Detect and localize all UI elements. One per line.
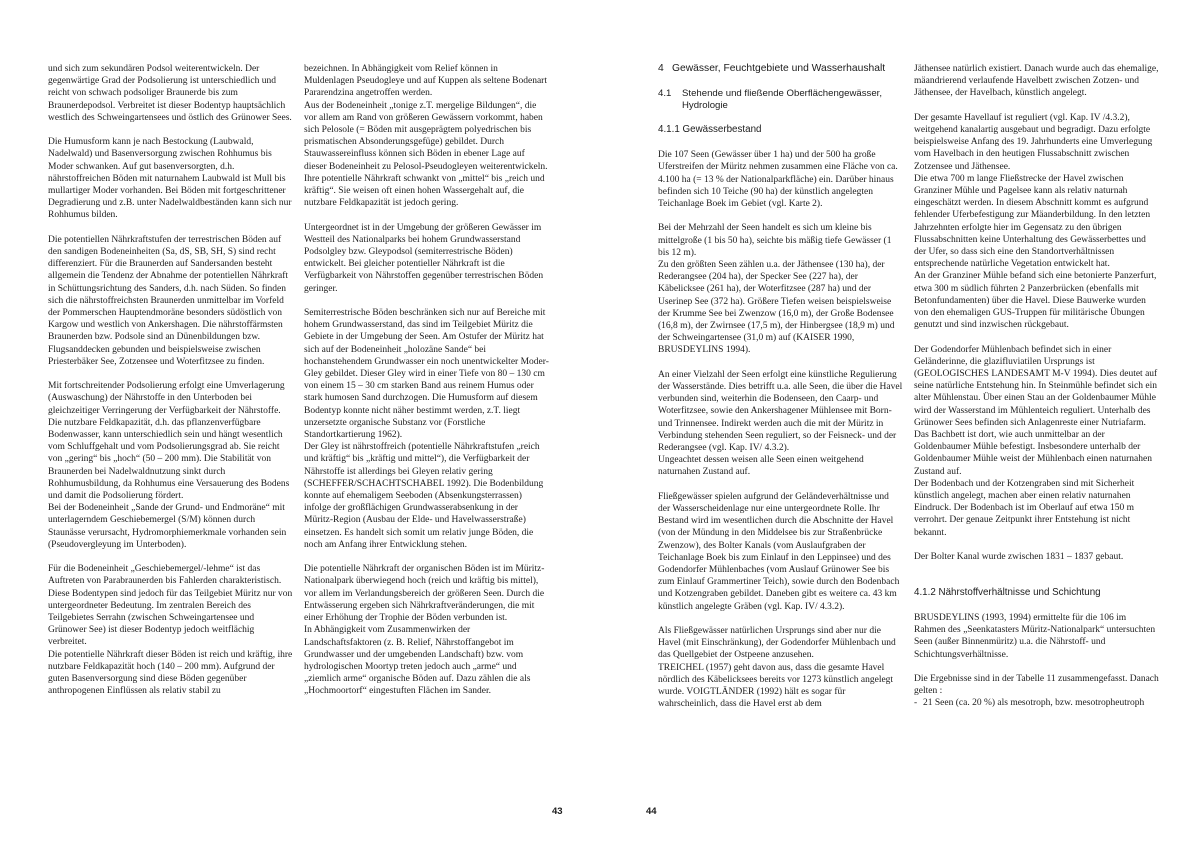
paragraph: Semiterrestrische Böden beschränken sich nur auf Bereiche mit hohem Grundwasserstand, das sind im Teilgebiet Müritz die Gebiete in der Umgebung der Seen. Am Ostufer der Müritz hat sich auf der Bodeneinheit „holozäne Sande“ bei hochanstehendem Grundwasser ein noch unentwickelter Moder-Gley gebildet. Dieser Gley wird in einer Tiefe von 80 – 130 cm von einem 15 – 30 cm starken Band aus reinem Humus oder stark humosen Sand durchzogen. Die Humusform auf diesem Bodentyp konnte nicht näher bestimmt werden, z.T. liegt unzersetzte organische Substanz vor (Forstliche Standortkartierung 1962). (304, 308, 549, 441)
paragraph: Der Godendorfer Mühlenbach befindet sich in einer Geländerinne, die glazifluviatilen Ursprungs ist (GEOLOGISCHES LANDESAMT M-V 1994). Dies deutet auf seine natürliche Entstehung hin. In Steinmühle befindet sich ein alter Mühlenstau. Über einen Stau an der Goldenbaumer Mühle wird der Wasserstand im Mühlenteich reguliert. Unterhalb des Grünower Sees befinden sich Anlagenreste einer Nutriafarm. Das Bachbett ist dort, wie auch unmittelbar an der Goldenbaumer Mühle befestigt. Insbesondere unterhalb der Goldenbaumer Mühle weist der Mühlenbach einen naturnahen Zustand auf. (914, 344, 1158, 477)
paragraph: Die etwa 700 m lange Fließstrecke der Havel zwischen Granziner Mühle und Pagelsee kann als relativ naturnah eingeschätzt werden. In diesem Abschnitt kommt es aufgrund fehlender Uferbefestigung zur Mäanderbildung. In den letzten Jahrzehnten erfolgte hier im Gegensatz zu den übrigen Flussabschnitten keine Unterhaltung des Gewässerbettes und der Ufer, so dass sich eine den Standortverhältnissen entsprechende natürliche Vegetation entwickelt hat. (914, 173, 1151, 270)
paragraph: Der Bolter Kanal wurde zwischen 1831 – 1837 gebaut. (914, 552, 1124, 563)
page-number: 43 (552, 806, 563, 817)
chapter-title: Gewässer, Feuchtgebiete und Wasserhaushalt (672, 63, 886, 74)
paragraph: Aus der Bodeneinheit „tonige z.T. mergelige Bildungen“, die vor allem am Rand von größeren Gewässern vorkommt, haben sich Pelosole (= Böden mit ausgeprägtem polyedrischen bis prismatischen Absonderungsgefüge) gebildet. Durch Stauwassereinfluss können sich Böden in ebener Lage auf dieser Bodeneinheit zu Pelosol-Pseudogleyen weiterentwickeln. Ihre potentielle Nährkraft schwankt von „mittel“ bis „reich und kräftig“. Sie weisen oft einen hohen Wassergehalt auf, die nutzbare Feldkapazität ist jedoch gering. (304, 100, 548, 209)
page-44-column-1 (658, 63, 903, 710)
paragraph: bezeichnen. In Abhängigkeit vom Relief können in Muldenlagen Pseudogleye und auf Kuppen als seltene Bodenart Pararendzina angetroffen werden. (304, 64, 547, 99)
paragraph: Die potentielle Nährkraft der organischen Böden ist im Müritz-Nationalpark überwiegend hoch (reich und kräftig bis mittel), vor allem im Verlandungsbereich der größeren Seen. Durch die Entwässerung ergeben sich Nährkraftveränderungen, die mit einer Erhöhung der Trophie der Böden verbunden ist. (304, 564, 545, 624)
page-number: 44 (646, 806, 657, 817)
list-item-text: 21 Seen (ca. 20 %) als mesotroph, bzw. mesotropheutroph (923, 698, 1145, 709)
paragraph: Fließgewässer spielen aufgrund der Geländeverhältnisse und der Wasserscheidenlage nur eine untergeordnete Rolle. Ihr Bestand wird im wesentlichen durch die Abschnitte der Havel (von der Mündung in den Middelsee bis zur Straßenbrücke Zwenzow), des Bolter Kanals (vom Auslaufgraben der Teichanlage Boek bis zum Einlauf in den Leppinsee) und des Godendorfer Mühlenbaches (vom Auslauf Grünower See bis zum Einlauf Grammertiner Teich), sowie durch den Bodenbach und Kotzengraben gebildet. Daneben gibt es weitere ca. 43 km künstlich angelegte Gräben (vgl. Kap. IV/ 4.3.2). (658, 491, 900, 612)
paragraph: Die potentielle Nährkraft dieser Böden ist reich und kräftig, ihre nutzbare Feldkapazität hoch (140 – 200 mm). Aufgrund der guten Basenversorgung sind diese Böden gegenüber anthropogenen Einflüssen als relativ stabil zu (48, 649, 293, 697)
paragraph: Bei der Mehrzahl der Seen handelt es sich um kleine bis mittelgroße (1 bis 50 ha), seichte bis mäßig tiefe Gewässer (1 bis 12 m). (658, 223, 892, 258)
paragraph: Mit fortschreitender Podsolierung erfolgt eine Umverlagerung (Auswaschung) der Nährstoffe in den Unterboden bei gleichzeitiger Verringerung der Verfügbarkeit der Nährstoffe. Die nutzbare Feldkapazität, d.h. das pflanzenverfügbare Bodenwasser, kann unterschiedlich sein und hängt wesentlich vom Schluffgehalt und vom Podsolierungsgrad ab. Sie reicht von „gering“ bis „hoch“ (50 – 200 mm). Die Stabilität von Braunerden bei Nadelwaldnutzung sinkt durch Rohhumusbildung, da Rohhumus eine Versauerung des Bodens und damit die Podsolierung fördert. (48, 381, 290, 502)
section-heading (658, 88, 903, 112)
list-dash: - (914, 698, 918, 709)
paragraph: Die 107 Seen (Gewässer über 1 ha) und der 500 ha große Uferstreifen der Müritz nehmen zusammen eine Fläche von ca. 4.100 ha (= 13 % der Nationalparkfläche) ein. Darüber hinaus befinden sich 10 Teiche (90 ha) der künstlich angelegten Teichanlage Boek im Gebiet (vgl. Karte 2). (658, 150, 898, 209)
page-43-column-2 (304, 63, 549, 698)
paragraph: An der Granziner Mühle befand sich eine betonierte Panzerfurt, etwa 300 m südlich führten 2 Panzerbrücken (ebenfalls mit Betonfundamenten) über die Havel. Diese Bauwerke wurden von den ehemaligen GUS-Truppen für militärische Übungen genutzt und sind inzwischen rückgebaut. (914, 271, 1157, 331)
subsection-heading: 4.1.1 Gewässerbestand (658, 124, 762, 136)
paragraph: In Abhängigkeit vom Zusammenwirken der Landschaftsfaktoren (z. B. Relief, Nährstoffangebot im Grundwasser und der umgebenden Landschaft) bzw. vom hydrologischen Moortyp treten jedoch auch „arme“ und „ziemlich arme“ organische Böden auf. Dazu zählen die als „Hochmoortorf“ eingestuften Flächen im Sander. (304, 625, 531, 697)
paragraph: Jäthensee natürlich existiert. Danach wurde auch das ehemalige, mäandrierend verlaufende Havelbett zwischen Zotzen- und Jäthensee, der Havelbach, künstlich angelegt. (914, 64, 1159, 99)
paragraph: Der Bodenbach und der Kotzengraben sind mit Sicherheit künstlich angelegt, machen aber einen relativ naturnahen Eindruck. Der Bodenbach ist im Oberlauf auf etwa 150 m verrohrt. Der genaue Zeitpunkt ihrer Entstehung ist nicht bekannt. (914, 478, 1135, 538)
paragraph: Die Humusform kann je nach Bestockung (Laubwald, Nadelwald) und Basenversorgung zwischen Rohhumus bis Moder schwanken. Auf gut basenversorgten, d.h. nährstoffreichen Böden mit naturnahem Laubwald ist Mull bis mullartiger Moder vorhanden. Bei Böden mit fortgeschrittener Degradierung und z.B. unter Nadelwaldbeständen kann sich nur Rohhumus bilden. (48, 137, 292, 221)
paragraph: BRUSDEYLINS (1993, 1994) ermittelte für die 106 im Rahmen des „Seenkatasters Müritz-Nationalpark“ untersuchten Seen (außer Binnenmüritz) u.a. die Nährstoff- und Schichtungsverhältnisse. (914, 612, 1156, 660)
paragraph: Die Ergebnisse sind in der Tabelle 11 zusammengefasst. Danach gelten : (914, 673, 1159, 697)
paragraph: Zu den größten Seen zählen u.a. der Jäthensee (130 ha), der Rederangsee (204 ha), der Specker See (227 ha), der Käbelicksee (261 ha), der Woterfitzsee (287 ha) und der Userinер See (372 ha). Größere Tiefen weisen beispielsweise der Krumme See bei Zwenzow (16,0 m), der Große Bodensee (16,8 m), der Zwirnsee (17,5 m), der Hinbergsee (18,9 m) und der Schweingartensee (31,0 m) auf (KAISER 1990, BRUSDEYLINS 1994). (658, 259, 895, 356)
paragraph: Untergeordnet ist in der Umgebung der größeren Gewässer im Westteil des Nationalparks bei hohem Grundwasserstand Podsolgley bzw. Gleypodsol (semiterrestrische Böden) entwickelt. Bei gleicher potentieller Nährkraft ist die Verfügbarkeit von Nährstoffen gegenüber terrestrischen Böden geringer. (304, 222, 544, 294)
chapter-heading (658, 63, 903, 76)
paragraph: Ungeachtet dessen weisen alle Seen einen weitgehend naturnahen Zustand auf. (658, 455, 864, 478)
paragraph: An einer Vielzahl der Seen erfolgt eine künstliche Regulierung der Wasserstände. Dies betrifft u.a. alle Seen, die über die Havel verbunden sind, weiterhin die Bodenseen, den Caarp- und Woterfitzsee, sowie den Ankershagener Mühlensee mit Born- und Trinnensee. Indirekt werden auch die mit der Müritz in Verbindung stehenden Seen reguliert, so der Feisneck- und der Rederangsee (vgl. Kap. IV/ 4.3.2). (658, 369, 903, 453)
page-43-column-1 (48, 63, 293, 698)
chapter-number: 4 (658, 63, 664, 74)
section-number: 4.1 (658, 87, 672, 99)
paragraph: Als Fließgewässer natürlichen Ursprungs sind aber nur die Havel (mit Einschränkung), der Godendorfer Mühlenbach und das Quellgebiet der Ostpeene anzusehen. (658, 625, 896, 661)
paragraph: und sich zum sekundären Podsol weiterentwickeln. Der gegenwärtige Grad der Podsolierung ist unterschiedlich und reicht von schwach podsoliger Braunerde bis zum Braunerdepodsol. Verbreitet ist dieser Bodentyp hauptsächlich westlich des Schweingartensees und östlich des Grünower Sees. (48, 64, 292, 123)
section-title: Stehende und fließende Oberflächengewässer, Hydrologie (682, 87, 883, 111)
paragraph: Für die Bodeneinheit „Geschiebemergel/-lehme“ ist das Auftreten von Parabraunerden bis Fahlerden charakteristisch. Diese Bodentypen sind jedoch für das Teilgebiet Müritz nur von untergeordneter Bedeutung. Im zentralen Bereich des Teilgebietes Serrahn (zwischen Schweingartensee und Grünower See) ist dieser Bodentyp jedoch weitflächig verbreitet. (48, 564, 293, 648)
paragraph: Bei der Bodeneinheit „Sande der Grund- und Endmoräne“ mit unterlagerndem Geschiebemergel (S/M) können durch Staunässe verursacht, Hydromorphiemerkmale vorhanden sein (Pseudovergleyung im Unterboden). (48, 503, 287, 550)
subsection-heading: 4.1.2 Nährstoffverhältnisse und Schichtung (914, 587, 1101, 599)
paragraph: Die potentiellen Nährkraftstufen der terrestrischen Böden auf den sandigen Bodeneinheiten (Sa, dS, SB, SH, S) sind recht differenziert. Für die Braunerden auf Sandersanden besteht allgemein die Tendenz der Abnahme der potentiellen Nährkraft in Schüttungsrichtung des Sanders, d.h. nach Süden. So finden sich die nährstoffreichsten Braunerden unmittelbar im Vorfeld der Pommerschen Hauptendmoräne besonders südöstlich von Kargow und westlich von Ankershagen. Die nährstoffärmsten Braunerden bzw. Podsole sind an Dünenbildungen bzw. Flugsanddecken gebunden und beispielsweise zwischen Priesterbäker See, Zotzensee und Woterfitzsee zu finden. (48, 234, 288, 367)
page-44-column-2 (914, 63, 1159, 710)
paragraph: TREICHEL (1957) geht davon aus, dass die gesamte Havel nördlich des Käbelicksees bereits vor 1273 künstlich angelegt wurde. VOIGTLÄNDER (1992) hält es sogar für wahrscheinlich, dass die Havel erst ab dem (658, 662, 894, 710)
paragraph: Der Gley ist nährstoffreich (potentielle Nährkraftstufen „reich und kräftig“ bis „kräftig und mittel“), die Verfügbarkeit der Nährstoffe ist allerdings bei Gleyen relativ gering (SCHEFFER/SCHACHTSCHABEL 1992). Die Bodenbildung konnte auf ehemaligem Seeboden (Absenkungsterrassen) infolge der großflächigen Grundwasserabsenkung in der Müritz-Region (Ausbau der Elde- und Havelwasserstraße) einsetzen. Es handelt sich somit um relativ junge Böden, die noch am Anfang ihrer Entwicklung stehen. (304, 442, 544, 550)
list-item (914, 697, 1159, 709)
paragraph: Der gesamte Havellauf ist reguliert (vgl. Kap. IV /4.3.2), weitgehend kanalartig ausgebaut und begradigt. Dazu erfolgte beispielsweise Anfang des 19. Jahrhunderts eine Umverlegung vom Havelbach in den heutigen Flussabschnitt zwischen Zotzensee und Jäthensee. (914, 112, 1153, 172)
